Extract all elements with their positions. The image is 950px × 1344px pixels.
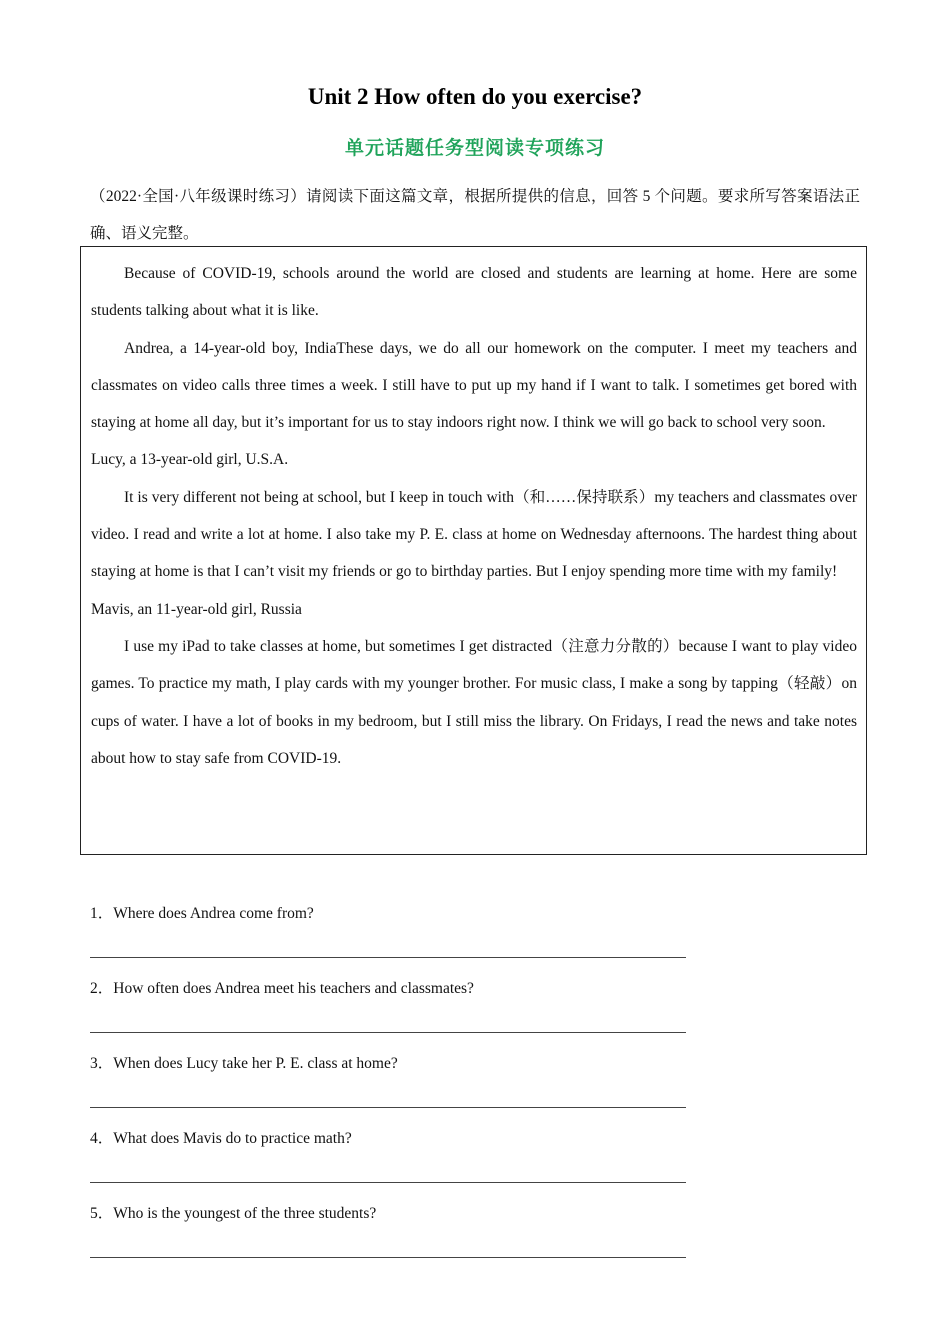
passage-intro: Because of COVID-19, schools around the world are closed and students are learning at home. Here are some students talking about what it is like. <box>91 265 857 320</box>
question-item <box>90 970 690 1045</box>
question-text: 2．How often does Andrea meet his teachers and classmates? <box>90 980 474 997</box>
question-item <box>90 1120 690 1195</box>
passage-lucy-heading: Lucy, a 13-year-old girl, U.S.A. <box>91 451 289 469</box>
passage-andrea: Andrea, a 14-year-old boy, IndiaThese days, we do all our homework on the computer. I meet my teachers and classmates on video calls three times a week. I still have to put up my hand if I want to talk. I sometimes get bored with staying at home all day, but it’s important for us to stay indoors right now. I think we will go back to school very soon. <box>91 339 857 432</box>
answer-line[interactable] <box>90 1107 686 1108</box>
question-text: 5．Who is the youngest of the three students? <box>90 1205 377 1222</box>
instructions: （2022·全国·八年级课时练习）请阅读下面这篇文章，根据所提供的信息，回答 5 个问题。要求所写答案语法正确、语义完整。 <box>90 188 860 242</box>
answer-line[interactable] <box>90 957 686 958</box>
question-list <box>90 895 690 1270</box>
reading-passage <box>80 246 867 855</box>
question-item <box>90 1195 690 1270</box>
question-item <box>90 1045 690 1120</box>
passage-lucy: It is very different not being at school, but I keep in touch with（和……保持联系）my teachers and classmates over video. I read and write a lot at home. I also take my P. E. class at home on Wednesday afternoons. The hardest thing about staying at home is that I can’t visit my friends or go to birthday parties. But I enjoy spending more time with my family! <box>91 488 857 581</box>
question-text: 3．When does Lucy take her P. E. class at home? <box>90 1055 398 1072</box>
question-text: 1．Where does Andrea come from? <box>90 905 314 922</box>
answer-line[interactable] <box>90 1032 686 1033</box>
answer-line[interactable] <box>90 1182 686 1183</box>
answer-line[interactable] <box>90 1257 686 1258</box>
question-item <box>90 895 690 970</box>
passage-mavis: I use my iPad to take classes at home, but sometimes I get distracted（注意力分散的）because I want to play video games. To practice my math, I play cards with my younger brother. For music class, I make a song by tapping（轻敲）on cups of water. I have a lot of books in my bedroom, but I still miss the library. On Fridays, I read the news and take notes about how to stay safe from COVID-19. <box>91 637 857 767</box>
passage-mavis-heading: Mavis, an 11-year-old girl, Russia <box>91 600 302 618</box>
page-subtitle: 单元话题任务型阅读专项练习 <box>344 137 605 159</box>
question-text: 4．What does Mavis do to practice math? <box>90 1130 352 1147</box>
page-title: Unit 2 How often do you exercise? <box>307 84 643 109</box>
